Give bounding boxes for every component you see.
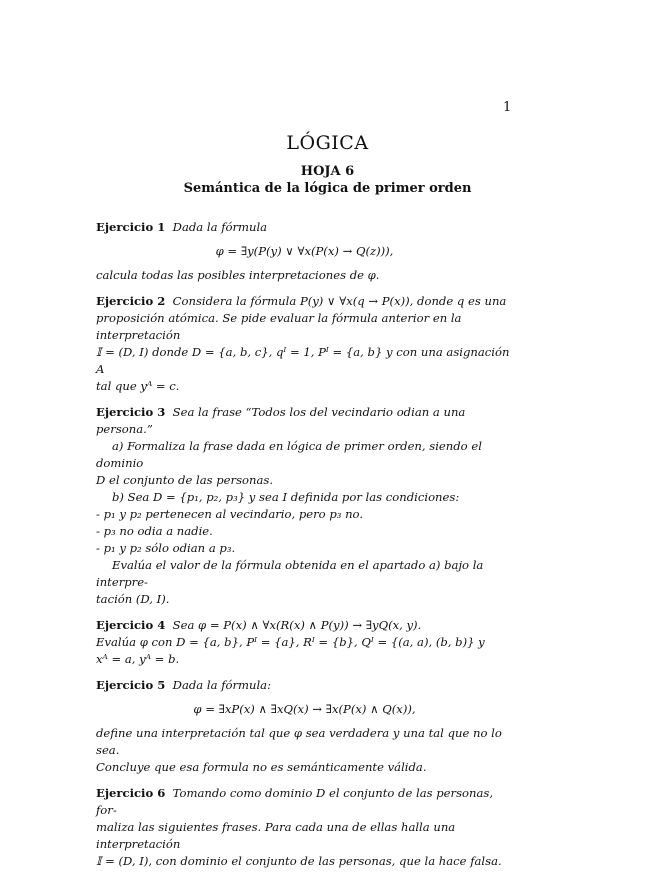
exercise-text: Concluye que esa formula no es semánticamente válida. bbox=[96, 760, 427, 774]
sheet-heading: HOJA 6 bbox=[300, 164, 355, 179]
exercise-label: Ejercicio 4 bbox=[96, 618, 166, 632]
exercise-text: maliza las siguientes frases. Para cada una de ellas halla una interpretación bbox=[96, 820, 456, 851]
exercise-5 bbox=[96, 677, 513, 776]
exercise-text: tal que yᴬ = c. bbox=[96, 379, 180, 393]
page-number: 1 bbox=[503, 100, 512, 115]
exercise-list bbox=[96, 219, 513, 879]
exercise-text: 𝕀 = (D, I) donde D = {a, b, c}, qᴵ = 1, Pᴵ = {a, b} y con una asignación A bbox=[96, 345, 510, 376]
exercise-text: xᴬ = a, yᴬ = b. bbox=[96, 652, 180, 666]
exercise-text: Considera la fórmula P(y) ∨ ∀x(q → P(x)), donde q es una bbox=[172, 294, 507, 308]
exercise-6 bbox=[96, 785, 513, 870]
page-subtitle: Semántica de la lógica de primer orden bbox=[183, 181, 472, 196]
exercise-label: Ejercicio 6 bbox=[96, 786, 166, 800]
exercise-text: Evalúa φ con D = {a, b}, Pᴵ = {a}, Rᴵ = {b}, Qᴵ = {(a, a), (b, b)} y bbox=[96, 635, 485, 649]
exercise-1 bbox=[96, 219, 513, 284]
formula: φ = ∃xP(x) ∧ ∃xQ(x) → ∃x(P(x) ∧ Q(x)), bbox=[193, 702, 416, 716]
page-title: LÓGICA bbox=[286, 132, 369, 154]
exercise-text: Sea φ = P(x) ∧ ∀x(R(x) ∧ P(y)) → ∃yQ(x, y). bbox=[172, 618, 422, 632]
exercise-text: 𝕀 = (D, I), con dominio el conjunto de las personas, que la hace falsa. bbox=[96, 854, 502, 868]
exercise-text: calcula todas las posibles interpretaciones de φ. bbox=[96, 268, 380, 282]
exercise-2 bbox=[96, 293, 513, 395]
exercise-text: D el conjunto de las personas. bbox=[96, 473, 274, 487]
exercise-text: - p₁ y p₂ pertenecen al vecindario, pero p₃ no. bbox=[96, 507, 364, 521]
formula: φ = ∃y(P(y) ∨ ∀x(P(x) → Q(z))), bbox=[215, 244, 394, 258]
exercise-text: tación (D, I). bbox=[96, 592, 170, 606]
exercise-text: proposición atómica. Se pide evaluar la fórmula anterior en la interpretación bbox=[96, 311, 462, 342]
exercise-text: Dada la fórmula: bbox=[172, 678, 271, 692]
exercise-text: define una interpretación tal que φ sea verdadera y una tal que no lo sea. bbox=[96, 726, 502, 757]
exercise-3 bbox=[96, 404, 513, 608]
exercise-text: - p₃ no odia a nadie. bbox=[96, 524, 213, 538]
exercise-label: Ejercicio 5 bbox=[96, 678, 166, 692]
exercise-text: Dada la fórmula bbox=[172, 220, 268, 234]
exercise-text: - p₁ y p₂ sólo odian a p₃. bbox=[96, 541, 236, 555]
exercise-4 bbox=[96, 617, 513, 668]
exercise-label: Ejercicio 1 bbox=[96, 220, 166, 234]
exercise-text: b) Sea D = {p₁, p₂, p₃} y sea I definida por las condiciones: bbox=[112, 490, 460, 504]
exercise-text: Sea la frase “Todos los del vecindario odian a una persona.” bbox=[96, 405, 466, 436]
exercise-text: Evalúa el valor de la fórmula obtenida en el apartado a) bajo la interpre- bbox=[96, 558, 484, 589]
exercise-text: Tomando como dominio D el conjunto de las personas, for- bbox=[96, 786, 494, 817]
exercise-label: Ejercicio 3 bbox=[96, 405, 166, 419]
exercise-text: a) Formaliza la frase dada en lógica de primer orden, siendo el dominio bbox=[96, 439, 482, 470]
exercise-label: Ejercicio 2 bbox=[96, 294, 166, 308]
